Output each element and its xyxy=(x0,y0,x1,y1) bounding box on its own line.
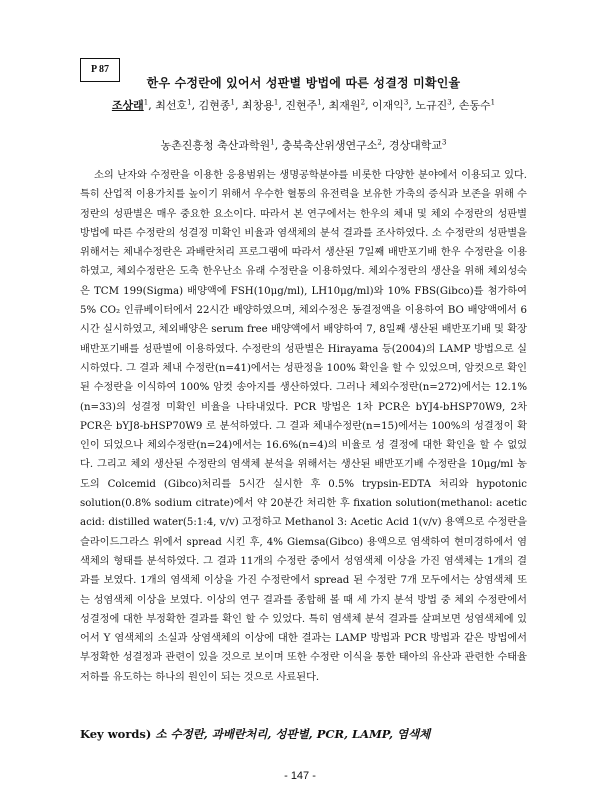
page-number: - 147 - xyxy=(284,770,316,782)
author: 손동수$^1$ xyxy=(458,98,496,112)
keywords-list: 소 수정란, 과배란처리, 성판별, PCR, LAMP, 염색체 xyxy=(155,727,431,741)
keywords-line xyxy=(80,726,527,742)
author: 김현종$^1$, xyxy=(198,98,242,112)
author: 최재원$^2$, xyxy=(328,98,373,112)
abstract-body: 소의 난자와 수정란을 이용한 응용범위는 생명공학분야를 비롯한 다양한 분야에서 이용되고 있다. 특히 산업적 이용가치를 높이기 위해서 우수한 혈통의 유전력을 보유한 가축의 증식과 보존을 위해 수정란의 성판별은 매우 중요한 요소이다. 따라서 본 연구에서는 한우의 체내 및 체외 수정란의 성판별 방법에 따른 수정란의 성결정 미확인 비율과 염색체의 분석 결과를 조사하였다. 소 수정란의 성판별을 위해서는 체내수정란은 과배란처리 프로그램에 따라서 생산된 7일째 배반포기배 한우 수정란을 이용하였고, 체외수정란은 도축 한우난소 유래 수정란을 이용하였다. 체외수정란의 생산을 위해 체외성숙은 TCM 199(Sigma) 배양액에 FSH(10μg/ml), LH10μg/ml)와 10% FBS(Gibco)를 첨가하여 5% CO₂ 인큐베이터에서 22시간 배양하였으며, 체외수정은 동결정액을 이용하여 BO 배양액에서 6시간 실시하였고, 체외배양은 serum free 배양액에서 배양하여 7, 8일째 생산된 배반포기배 및 확장 배반포기배를 성판별에 이용하였다. 수정란의 성판별은 Hirayama 등(2004)의 LAMP 방법으로 실시하였다. 그 결과 체내 수정란(n=41)에서는 성판정을 100% 확인을 할 수 있었으며, 암컷으로 확인된 수정란을 이식하여 100% 암컷 송아지를 생산하였다. 그러나 체외수정란(n=272)에서는 12.1%(n=33)의 성결정 미확인 비율을 나타내었다. PCR 방법은 1차 PCR은 bYJ4-bHSP70W9, 2차 PCR은 bYJ8-bHSP70W9 로 분석하였다. 그 결과 체내수정란(n=15)에서는 100%의 성결정이 확인이 되었으나 체외수정란(n=24)에서는 16.6%(n=4)의 비율로 성 결정에 대한 확인을 할 수 없었다. 그리고 체외 생산된 수정란의 염색체 분석을 위해서는 생산된 배반포기배 수정란을 10μg/ml 농도의 Colcemid (Gibco)처리를 5시간 실시한 후 0.5% trypsin-EDTA 처리와 hypotonic solution(0.8% sodium citrate)에서 약 20분간 처리한 후 fixation solution(methanol: acetic acid: distilled water(5:1:4, v/v) 고정하고 Methanol 3: Acetic Acid 1(v/v) 용액으로 수정란을 슬라이드그라스 위에서 spread 시킨 후, 4% Giemsa(Gibco) 용액으로 염색하여 현미경하에서 염색체의 형태를 분석하였다. 그 결과 11개의 수정란 중에서 성염색체 이상을 가진 염색체는 1개의 결과를 보였다. 1개의 염색체 이상을 가진 수정란에서 spread 된 수정란 7개 모두에서는 상염색체 또는 성염색체 이상을 보였다. 이상의 연구 결과를 종합해 볼 때 세 가지 분석 방법 중 체외 수정란에서 성결정에 대한 부정확한 결과를 확인 할 수 있었다. 특히 염색체 분석 결과를 살펴보면 성염색체에 있어서 Y 염색체의 소실과 상염색체의 이상에 대한 결과는 LAMP 방법과 PCR 방법과 같은 방법에서 부정확한 성결정과 관련이 있을 것으로 보이며 또한 수정란 이식을 통한 태아의 유산과 관련한 수태율 저하를 유도하는 하나의 원인이 되는 것으로 사료된다. xyxy=(80,170,527,683)
author: 최창용$^1$, xyxy=(241,98,286,112)
author: 최선호$^1$, xyxy=(155,98,199,112)
author-list xyxy=(80,97,527,113)
affiliation: 충북축산위생연구소$^2$, xyxy=(281,138,389,152)
affiliation-list xyxy=(80,137,527,153)
keywords-label: Key words) xyxy=(80,727,152,741)
affiliation: 농촌진흥청 축산과학원$^1$, xyxy=(160,138,282,152)
author: 조상래$^1$, xyxy=(111,98,156,112)
author: 이재익$^3$, xyxy=(372,98,416,112)
poster-number-badge: P 87 xyxy=(80,58,120,82)
affiliation: 경상대학교$^3$ xyxy=(388,138,447,152)
author: 노규진$^3$, xyxy=(415,98,459,112)
author: 진현주$^1$, xyxy=(285,98,329,112)
paper-title: 한우 수정란에 있어서 성판별 방법에 따른 성결정 미확인율 xyxy=(146,76,461,90)
